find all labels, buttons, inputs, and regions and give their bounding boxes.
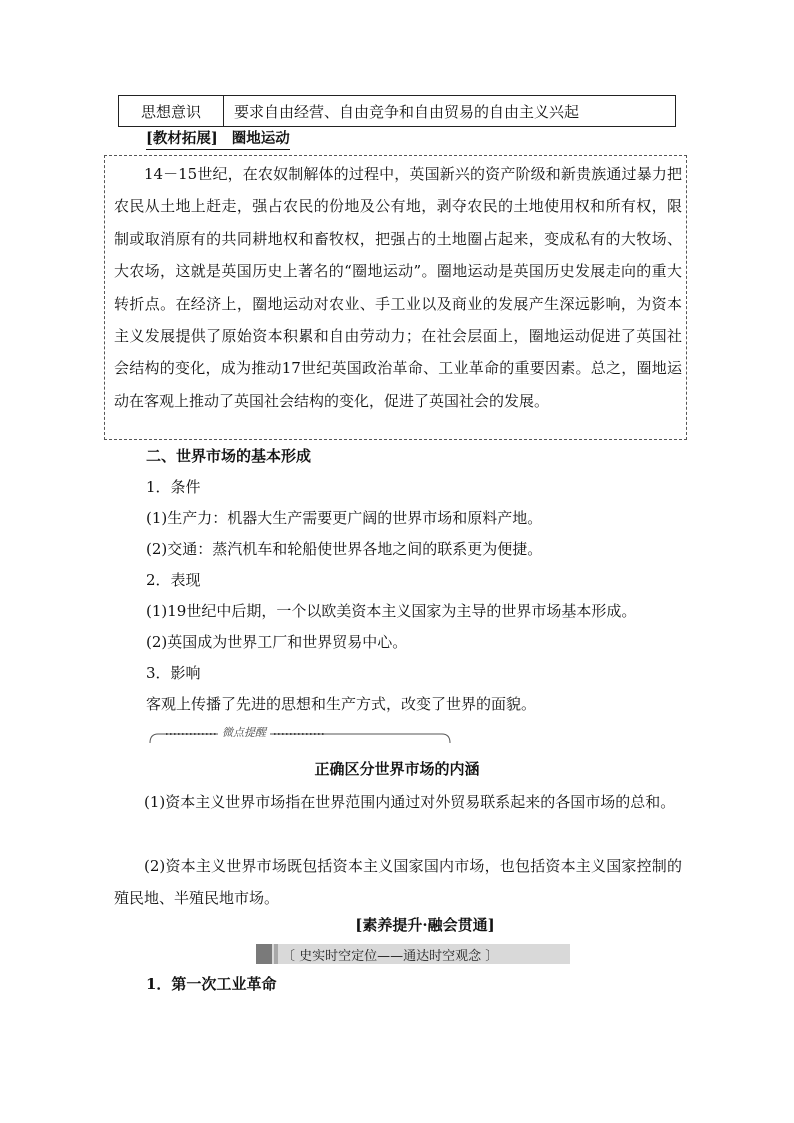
extension-text: 14－15世纪，在农奴制解体的过程中，英国新兴的资产阶级和新贵族通过暴力把农民从土地上赶走，强占农民的份地及公有地，剥夺农民的土地使用权和所有权，限制或取消原有的共同耕地权和畜牧权，把强占的土地圈占起来，变成私有的大牧场、大农场，这就是英国历史上著名的“圈地运动”。圈地运动是英国历史发展走向的重大转折点。在经济上，圈地运动对农业、手工业以及商业的发展产生深远影响，为资本主义发展提供了原始资本积累和自由劳动力；在社会层面上，圈地运动促进了英国社会结构的变化，成为推动17世纪英国政治革命、工业革命的重要因素。总之，圈地运动在客观上推动了英国社会结构的变化，促进了英国社会的发展。 <box>114 165 682 410</box>
section-title: 二、世界市场的基本形成 <box>146 447 312 465</box>
banner-bar-mid <box>274 944 278 964</box>
banner-text: 〔 史实时空定位——通达时空观念 〕 <box>282 948 499 964</box>
conditions-heading: 1．条件 <box>146 478 201 496</box>
hint-paragraph-1: (1)资本主义世界市场指在世界范围内通过对外贸易联系起来的各国市场的总和。 <box>144 793 676 811</box>
hint-frame-decoration <box>146 726 454 744</box>
hint-label: 微点提醒 <box>218 726 270 740</box>
impact-text: 客观上传播了先进的思想和生产方式，改变了世界的面貌。 <box>146 695 537 713</box>
textbook-extension-tag <box>146 129 290 150</box>
hint-frame <box>146 726 454 744</box>
impact-heading: 3．影响 <box>146 664 201 682</box>
extension-topic: 圈地运动 <box>231 130 290 147</box>
extension-tag-label: [教材拓展] <box>146 130 218 147</box>
manifest-item-2: (2)英国成为世界工厂和世界贸易中心。 <box>146 633 408 651</box>
banner-bar-dark <box>256 944 272 964</box>
first-industrial-revolution-heading: 1．第一次工业革命 <box>146 975 277 993</box>
condition-item-2: (2)交通：蒸汽机车和轮船使世界各地之间的联系更为便捷。 <box>146 540 543 558</box>
table-value-cell: 要求自由经营、自由竞争和自由贸易的自由主义兴起 <box>234 102 580 121</box>
hint-paragraph-2: (2)资本主义世界市场既包括资本主义国家国内市场，也包括资本主义国家控制的殖民地、半殖民地市场。 <box>114 857 682 907</box>
timespace-banner <box>256 944 570 964</box>
literacy-title: [素养提升·融会贯通] <box>355 916 495 934</box>
hint-title: 正确区分世界市场的内涵 <box>314 760 480 778</box>
manifest-heading: 2．表现 <box>146 571 201 589</box>
table-label-cell: 思想意识 <box>119 96 224 126</box>
condition-item-1: (1)生产力：机器大生产需要更广阔的世界市场和原料产地。 <box>146 509 543 527</box>
manifest-item-1: (1)19世纪中后期，一个以欧美资本主义国家为主导的世界市场基本形成。 <box>146 602 637 620</box>
ideology-table-row <box>118 95 676 127</box>
